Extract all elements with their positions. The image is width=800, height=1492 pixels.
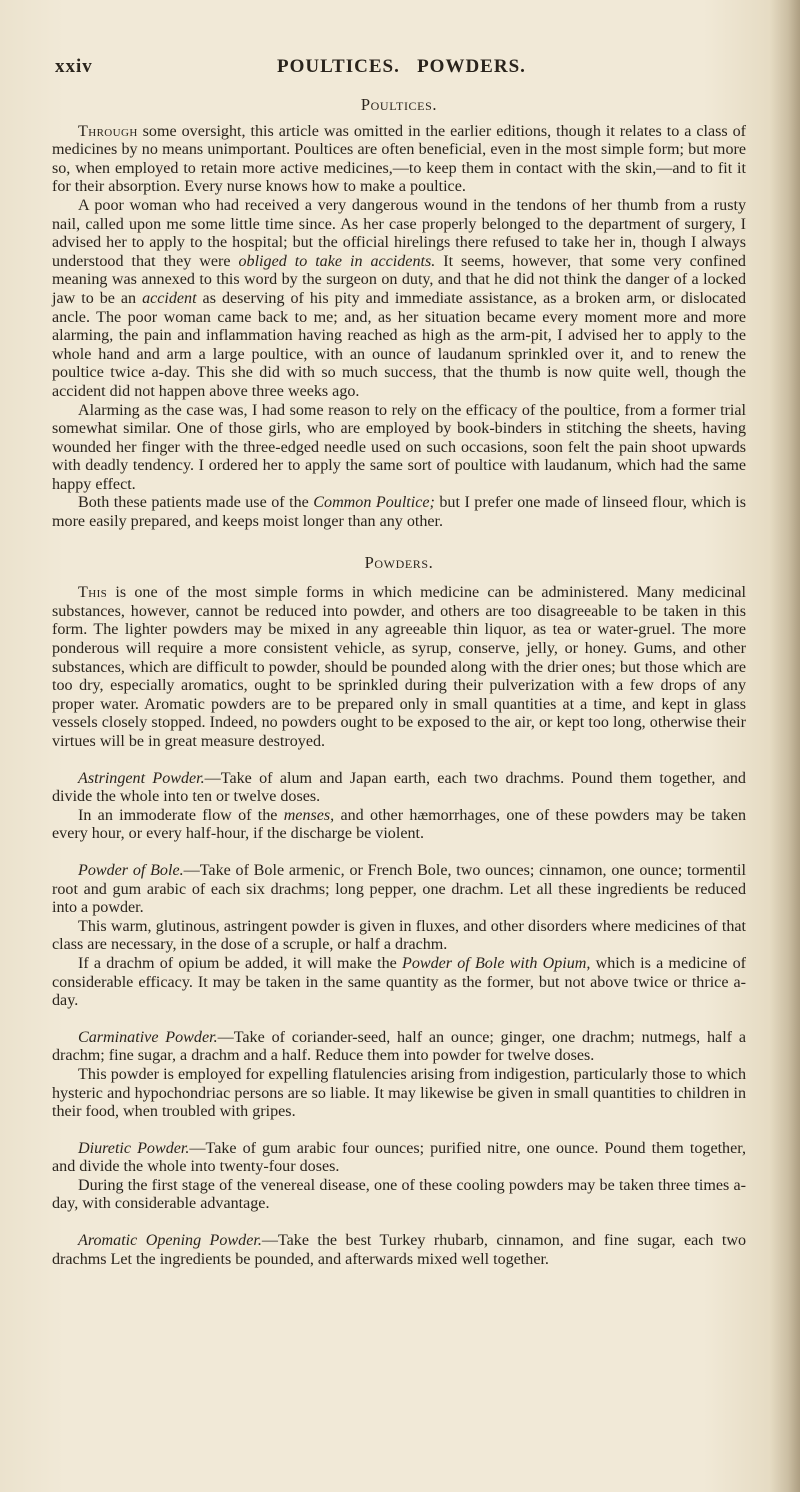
paragraph-text: which is a medicine of considerable efficacy. It may be taken in the same quantity as the former, but not above twice or thrice a-day. <box>52 954 747 1010</box>
recipe-title: Powder of Bole. <box>78 861 184 879</box>
carminative-powder-usage: This powder is employed for expelling flatulencies arising from indigestion, particularly those to which hysteric and hypochondriac persons are so liable. It may likewise be given in small quantities to children in their food, when troubled with gripes. <box>52 1065 746 1121</box>
paragraph-text: and other hæmorrhages, one of these powders may be taken every hour, or every half-hour, if the discharge be violent. <box>52 806 746 843</box>
section-heading-powders: Powders. <box>364 552 434 572</box>
emphasis-text: obliged to take in accidents. <box>238 252 436 270</box>
emphasis-text: accident <box>142 289 197 307</box>
emphasis-text: menses, <box>283 806 335 824</box>
page-number: xxiv <box>55 56 93 77</box>
paragraph-text: but I prefer one made of linseed flour, which is more easily prepared, and keeps moist longer than any other. <box>52 494 746 531</box>
recipe-title: Aromatic Opening Powder. <box>78 1232 262 1250</box>
paragraph-text: —Take of alum and Japan earth, each two drachms. Pound them together, and divide the whole into ten or twelve doses. <box>52 769 746 806</box>
recipe-title: Diuretic Powder. <box>78 1139 190 1157</box>
astringent-powder-recipe <box>52 770 746 807</box>
recipe-title: Carminative Powder. <box>78 1028 218 1046</box>
paragraph-text: —Take of coriander-seed, half an ounce; ginger, one drachm; nutmegs, half a drachm; fine sugar, a drachm and a half. Reduce them into powder for twelve doses. <box>52 1028 746 1065</box>
diuretic-powder-recipe <box>52 1140 746 1177</box>
paragraph-text: some oversight, this article was omitted in the earlier editions, though it relates to a class of medicines by no means unimportant. Poultices are often beneficial, even in the most simple form; but more so, when employed to retain more active medicines,—to keep them in contact with the skin,—and to fit it for their absorption. Every nurse knows how to make a poultice. <box>52 122 746 196</box>
drop-lead-word: Through <box>78 122 138 140</box>
paragraph-text: A poor woman who had received a very dangerous wound in the tendons of her thumb from a rusty nail, called upon me some little time since. As her case properly belonged to the department of surgery, I advised her to apply to the hospital; but the official hirelings there refused to take her in, though I always understood that they were <box>52 196 746 270</box>
paragraph-text: Both these patients made use of the <box>78 494 314 512</box>
recipe-title: Astringent Powder. <box>78 769 205 787</box>
running-title: POULTICES. POWDERS. <box>277 56 526 77</box>
bole-opium-note <box>52 955 746 1011</box>
page-body <box>52 96 746 1269</box>
spacer <box>52 1214 746 1232</box>
paragraph-text: —Take the best Turkey rhubarb, cinnamon, and fine sugar, each two drachms Let the ingredients be pounded, and afterwards mixed well together. <box>52 1232 746 1268</box>
spacer <box>52 1011 746 1029</box>
running-header <box>55 56 745 84</box>
bole-powder-recipe <box>52 862 746 918</box>
paragraph-text: If a drachm of opium be added, it will make the <box>78 954 402 972</box>
section-spacer <box>52 532 746 554</box>
spacer <box>52 844 746 862</box>
paragraph-text: In an immoderate flow of the <box>78 806 284 824</box>
emphasis-text: Common Poultice; <box>313 494 435 512</box>
powders-paragraph-1 <box>52 584 746 751</box>
paragraph-text: is one of the most simple forms in which medicine can be administered. Many medicinal substances, however, cannot be reduced into powder, and others are too disagreeable to be taken in this form. The lighter powders may be mixed in any agreeable thin liquor, as tea or water-gruel. The more ponderous will require a more consistent vehicle, as syrup, conserve, jelly, or honey. Gums, and other substances, which are difficult to powder, should be pounded along with the drier ones; but those which are too dry, especially aromatics, ought to be sprinkled during their pulverization with a few drops of any proper water. Aromatic powders are to be prepared only in small quantities at a time, and kept in glass vessels closely stopped. Indeed, no powders ought to be exposed to the air, or kept too long, otherwise their virtues will be in great measure destroyed. <box>52 584 746 750</box>
section-heading-poultices: Poultices. <box>360 95 438 114</box>
spacer <box>52 1122 746 1140</box>
poultices-paragraph-1 <box>52 123 746 197</box>
poultices-paragraph-3: Alarming as the case was, I had some reason to rely on the efficacy of the poultice, from a former trial somewhat similar. One of those girls, who are employed by book-binders in stitching the sheets, having wounded her finger with the three-edged needle used on such occasions, soon felt the pain shoot upwards with deadly tendency. I ordered her to apply the same sort of poultice with laudanum, which had the same happy effect. <box>52 401 746 493</box>
paragraph-text: —Take of gum arabic four ounces; purified nitre, one ounce. Pound them together, and divide the whole into twenty-four doses. <box>52 1139 746 1176</box>
aromatic-opening-powder-recipe <box>52 1232 746 1269</box>
paragraph-text: —Take of Bole armenic, or French Bole, two ounces; cinnamon, one ounce; tormentil root and gum arabic of each six drachms; long pepper, one drachm. Let all these ingredients be reduced into a powder. <box>52 861 746 917</box>
bole-powder-usage: This warm, glutinous, astringent powder is given in fluxes, and other disorders where medicines of that class are necessary, in the dose of a scruple, or half a drachm. <box>52 917 746 954</box>
page-edge-shadow <box>770 0 800 1492</box>
poultices-paragraph-4 <box>52 494 746 531</box>
diuretic-powder-usage: During the first stage of the venereal disease, one of these cooling powders may be taken three times a-day, with considerable advantage. <box>52 1176 746 1213</box>
spacer <box>52 752 746 770</box>
carminative-powder-recipe <box>52 1029 746 1066</box>
astringent-powder-usage <box>52 807 746 844</box>
poultices-paragraph-2 <box>52 197 746 402</box>
drop-lead-word: This <box>78 584 108 602</box>
paragraph-text: It seems, however, that some very confined meaning was annexed to this word by the surgeon on duty, and that he did not think the danger of a locked jaw to be an <box>52 252 746 307</box>
paragraph-text: as deserving of his pity and immediate assistance, as a broken arm, or dislocated ancle. The poor woman came back to me; and, as her situation became every moment more and more alarming, the pain and inflammation having reached as high as the arm-pit, I advised her to apply to the whole hand and arm a large poultice, with an ounce of laudanum sprinkled over it, and to renew the poultice twice a-day. This she did with so much success, that the thumb is now quite well, though the accident did not happen above three weeks ago. <box>52 289 746 400</box>
emphasis-text: Powder of Bole with Opium, <box>401 954 591 972</box>
